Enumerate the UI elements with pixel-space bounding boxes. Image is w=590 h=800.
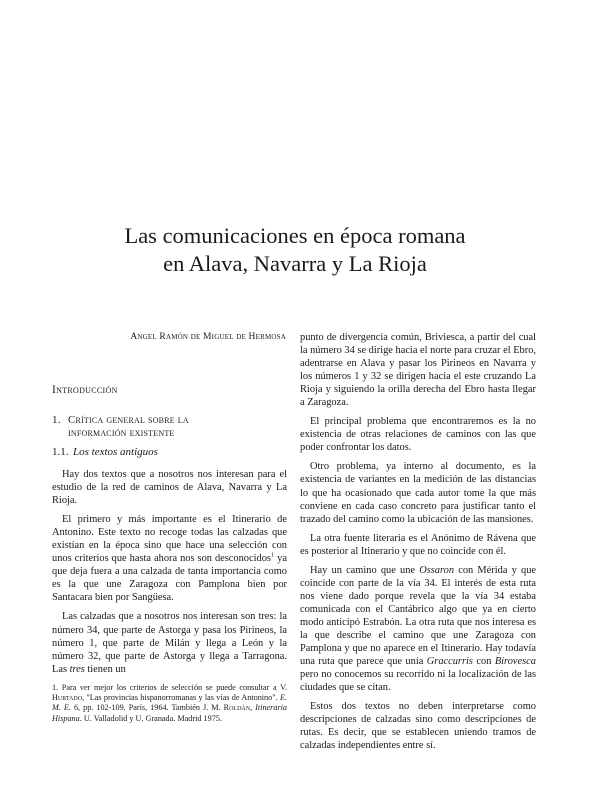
author-name: Angel Ramón de Miguel de Hermosa <box>130 332 286 342</box>
paragraph: Hay un camino que une Ossaron con Mérida y que coincide con parte de la vía 34. El interés de esta ruta nos viene dado porque revela que la vía 34 estaba comunicada con el Cantábrico algo que ya en cierto modo anticipó Estrabón. La otra ruta que nos interesa es la que describe el camino que une Zaragoza con Pamplona y que no aparece en el Itinerario. Hay todavía una ruta que parece que unía Graccurris con Birovesca pero no conocemos su recorrido ni la localización de las ciudades que se citan. <box>300 564 536 694</box>
paragraph: Hay dos textos que a nosotros nos interesan para el estudio de la red de caminos de Alava, Navarra y La Rioja. <box>52 469 287 507</box>
subsection-heading <box>52 446 158 458</box>
paragraph: punto de divergencia común, Briviesca, a partir del cual la número 34 se dirige hacia el norte para cruzar el Ebro, adentrarse en Alava y pasar los Pirineos en Navarra y los números 1 y 32 se dirigen hacia el este cruzando La Rioja y siguiendo la orilla derecha del Ebro hasta llegar a Zaragoza. <box>300 332 536 409</box>
paragraph: El primero y más importante es el Itinerario de Antonino. Este texto no recoge todas las calzadas que existían en la época sino que hace una selección con unos criterios que hasta ahora nos son desconocidos$^1$ ya que deja fuera a una calzada de tanta importancia como es la que une Zaragoza con Pamplona bien por Santacara bien por Sangüesa. <box>52 514 287 604</box>
paragraph: Otro problema, ya interno al documento, es la existencia de variantes en la medición de las distancias lo que ha ocasionado que cada autor tome la que más convienе en cada caso concreto para justificar tanto el trazado del camino como la ubicación de las mansiones. <box>300 461 536 525</box>
section-title-line-1: Crítica general sobre la <box>68 414 189 426</box>
subsection-title: Los textos antiguos <box>73 446 158 458</box>
paragraph: El principal problema que encontraremos es la no existencia de otras relaciones de caminos con las que poder confrontar los datos. <box>300 416 536 454</box>
paragraph: La otra fuente literaria es el Anónimo de Rávena que es posterior al Itinerario y que no coincide con él. <box>300 532 536 557</box>
section-title-line-2: información existente <box>68 427 175 439</box>
footnote: 1. Para ver mejor los criterios de selección se puede consultar a V. Hurtado, "Las provincias hispanorromanas y las vías de Antonino". E. M. E. 6, pp. 102-109. París, 1964. También J. M. Roldán, Itineraria Hispana. U. Valladolid y U. Granada. Madrid 1975. <box>52 683 288 723</box>
right-column <box>300 331 536 758</box>
subsection-number: 1.1. <box>52 446 69 458</box>
section-heading <box>52 414 287 440</box>
section-number: 1. <box>52 414 61 426</box>
paragraph: Las calzadas que a nosotros nos interesan son tres: la número 34, que parte de Astorga y pasa los Pirineos, la número 1, que parte de Milán y llega a León y la número 32, que parte de Astorga y llega a Tarragona. Las tres tienen un <box>52 611 287 675</box>
title-line-2: en Alava, Navarra y La Rioja <box>163 251 427 276</box>
paragraph: Estos dos textos no deben interpretarse como descripciones de calzadas sino como descripciones de rutas. Es decir, que se establecen uniendo tramos de calzadas independientes entre sí. <box>300 701 536 752</box>
left-column <box>52 468 287 682</box>
heading-introduction: Introducción <box>52 384 118 396</box>
title-line-1: Las comunicaciones en época romana <box>124 223 466 248</box>
article-title <box>0 222 590 278</box>
footnote-ref: 1 <box>270 551 275 559</box>
